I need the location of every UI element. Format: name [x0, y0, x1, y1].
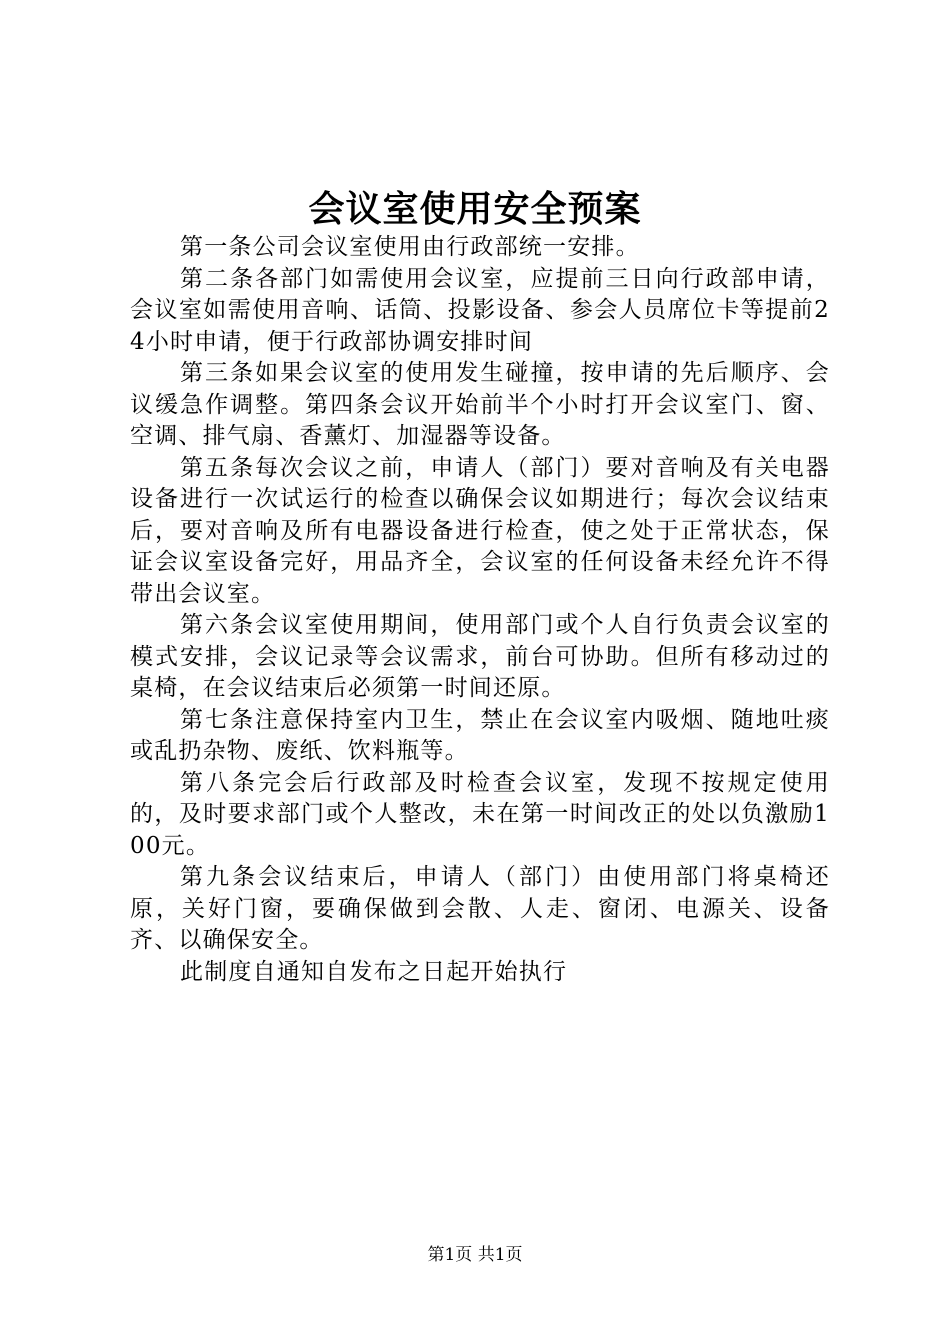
- document-body: [130, 232, 830, 988]
- paragraph-effective-statement: 此制度自通知自发布之日起开始执行: [180, 958, 568, 985]
- page-number-footer: 第1页 共1页: [427, 1245, 523, 1265]
- document-title: 会议室使用安全预案: [308, 188, 642, 230]
- paragraph-article-3-4: 第三条如果会议室的使用发生碰撞，按申请的先后顺序、会议缓急作调整。第四条会议开始前半个小时打开会议室门、窗、空调、排气扇、香薰灯、加湿器等设备。: [130, 360, 830, 449]
- paragraph-article-2: 第二条各部门如需使用会议室，应提前三日向行政部申请，会议室如需使用音响、话筒、投影设备、参会人员席位卡等提前24小时申请，便于行政部协调安排时间: [130, 265, 830, 355]
- paragraph-article-9: 第九条会议结束后，申请人（部门）由使用部门将桌椅还原，关好门窗，要确保做到会散、人走、窗闭、电源关、设备齐、以确保安全。: [130, 864, 830, 953]
- paragraph-article-8: 第八条完会后行政部及时检查会议室，发现不按规定使用的，及时要求部门或个人整改，未在第一时间改正的处以负激励100元。: [130, 769, 830, 859]
- paragraph-article-5: 第五条每次会议之前，申请人（部门）要对音响及有关电器设备进行一次试运行的检查以确保会议如期进行；每次会议结束后，要对音响及所有电器设备进行检查，使之处于正常状态，保证会议室设备完好，用品齐全，会议室的任何设备未经允许不得带出会议室。: [130, 454, 830, 607]
- paragraph-article-7: 第七条注意保持室内卫生，禁止在会议室内吸烟、随地吐痰或乱扔杂物、废纸、饮料瓶等。: [130, 706, 830, 764]
- paragraph-article-1: 第一条公司会议室使用由行政部统一安排。: [180, 234, 640, 260]
- paragraph-article-6: 第六条会议室使用期间，使用部门或个人自行负责会议室的模式安排，会议记录等会议需求，前台可协助。但所有移动过的桌椅，在会议结束后必须第一时间还原。: [130, 612, 830, 701]
